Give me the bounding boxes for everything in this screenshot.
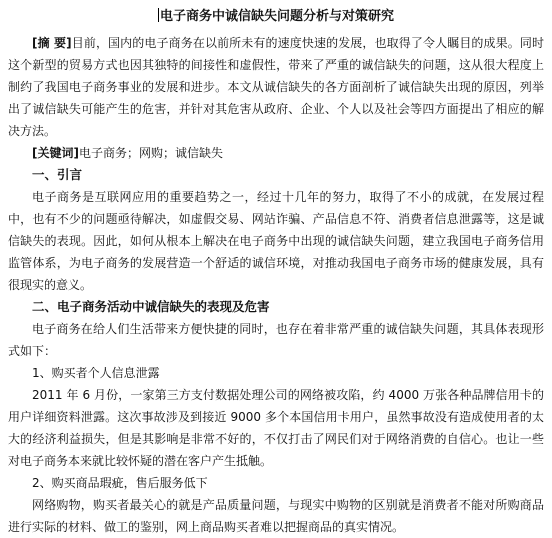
document-title-text: 电子商务中诚信缺失问题分析与对策研究 — [159, 9, 394, 24]
text-cursor — [158, 8, 159, 22]
abstract-text: 目前，国内的电子商务在以前所未有的速度快速的发展，也取得了令人瞩目的成果。同时这个新型的贸易方式也因其独特的间接性和虚假性，带来了严重的诚信缺失的问题，这从很大程度上制约了我国电子商务事业的发展和进步。本文从诚信缺失的各方面剖析了诚信缺失出现的原因，列举出了诚信缺失可能产生的危害，并针对其危害从政府、企业、个人以及社会等四方面提出了相应的解决方法。 — [8, 36, 544, 138]
keywords-label: [关键词] — [32, 146, 79, 160]
keywords-text: 电子商务；网购；诚信缺失 — [78, 146, 223, 160]
abstract-paragraph — [8, 32, 544, 142]
section-1-heading: 一、引言 — [32, 167, 83, 182]
subsection-2-2-heading: 2、购买商品瑕疵，售后服务低下 — [32, 476, 208, 490]
abstract-label: [摘 要] — [32, 36, 72, 50]
subsection-2-1-paragraph: 2011 年 6 月份，一家第三方支付数据处理公司的网络被攻陷，约 4000 万张各种品牌信用卡的用户详细资料泄露。这次事故涉及到接近 9000 多个本国信用卡用户，虽然事故没有造成使用者的太大的经济利益损失，但是其影响是非常不好的，不仅打击了网民们对于网络消费的自信心。也让一些对电子商务本来就比较怀疑的潜在客户产生抵触。 — [8, 388, 544, 468]
subsection-2-1-heading: 1、购买者个人信息泄露 — [32, 366, 160, 380]
keywords-paragraph — [8, 142, 544, 164]
subsection-2-2-paragraph: 网络购物，购买者最关心的就是产品质量问题，与现实中购物的区别就是消费者不能对所购商品进行实际的材料、做工的鉴别，网上商品购买者难以把握商品的真实情况。 — [8, 498, 544, 534]
section-1-paragraph: 电子商务是互联网应用的重要趋势之一，经过十几年的努力，取得了不小的成就，在发展过程中，也有不少的问题亟待解决，如虚假交易、网站诈骗、产品信息不符、消费者信息泄露等，这是诚信缺失的表现。因此，如何从根本上解决在电子商务中出现的诚信缺失问题，建立我国电子商务信用监管体系，为电子商务的发展营造一个舒适的诚信环境，对推动我国电子商务市场的健康发展，具有很现实的意义。 — [8, 190, 544, 292]
section-2-paragraph: 电子商务在给人们生活带来方便快捷的同时，也存在着非常严重的诚信缺失问题，其具体表现形式如下： — [8, 322, 544, 358]
document-title — [8, 8, 544, 26]
section-2-heading: 二、电子商务活动中诚信缺失的表现及危害 — [32, 299, 270, 314]
